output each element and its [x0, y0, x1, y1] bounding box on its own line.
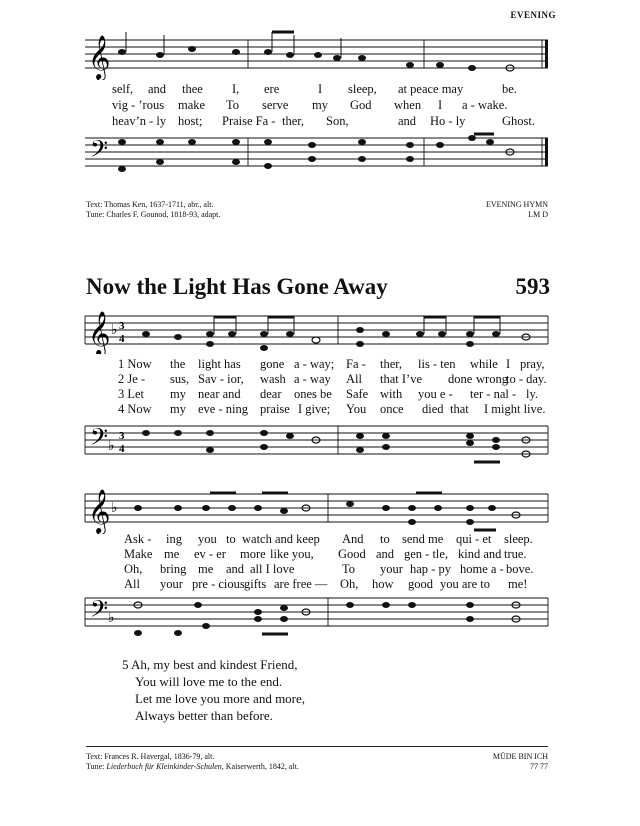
- lyric-syllable: gone: [260, 357, 285, 371]
- lyric-syllable: me: [164, 547, 180, 561]
- lyric-syllable: sus,: [170, 372, 190, 386]
- lyric-syllable: praise: [260, 402, 290, 416]
- lyric-syllable: All: [346, 372, 362, 386]
- stanza-5: [122, 656, 305, 724]
- svg-text:♭: ♭: [108, 438, 115, 454]
- lyric-syllable: To: [226, 98, 240, 112]
- bass-staff-1: [0, 412, 640, 468]
- lyric-syllable: 4 Now: [118, 402, 152, 416]
- prev-credit-text: Text: Thomas Ken, 1637-1711, abr., alt.: [86, 200, 214, 209]
- svg-text:4: 4: [119, 333, 125, 345]
- lyric-syllable: when: [394, 98, 422, 112]
- svg-text:𝄞: 𝄞: [88, 35, 111, 79]
- lyric-syllable: kind and: [458, 547, 502, 561]
- divider: [86, 746, 548, 747]
- lyric-syllable: Sav - ior,: [198, 372, 244, 386]
- treble-staff-2: [0, 484, 640, 534]
- lyric-syllable: sleep,: [348, 82, 377, 96]
- lyric-syllable: all I love: [250, 562, 295, 576]
- lyric-syllable: me: [198, 562, 214, 576]
- lyric-syllable: serve: [262, 98, 289, 112]
- lyric-syllable: a - way: [294, 372, 331, 386]
- lyric-syllable: my: [312, 98, 328, 112]
- lyric-syllable: ther,: [380, 357, 403, 371]
- lyric-syllable: All: [124, 577, 140, 591]
- lyric-syllable: are free —: [274, 577, 328, 591]
- svg-text:3: 3: [119, 320, 125, 332]
- lyric-syllable: a - way;: [294, 357, 335, 371]
- lyric-syllable: that: [450, 402, 469, 416]
- credit-text: Text: Frances R. Havergal, 1836-79, alt.: [86, 752, 215, 761]
- lyric-syllable: at peace may: [398, 82, 464, 96]
- hymn-number: 593: [515, 274, 550, 299]
- tune-name: MÜDE BIN ICH: [492, 752, 548, 761]
- lyric-syllable: 1 Now: [118, 357, 152, 371]
- lyric-syllable: true.: [504, 547, 527, 561]
- stanza-5-line: Let me love you more and more,: [135, 691, 306, 706]
- lyric-syllable: gen - tle,: [404, 547, 449, 561]
- lyric-syllable: my: [170, 402, 186, 416]
- lyric-syllable: my: [170, 387, 186, 401]
- lyric-syllable: more: [240, 547, 266, 561]
- lyric-syllable: self,: [112, 82, 134, 96]
- lyric-syllable: Safe: [346, 387, 369, 401]
- lyric-syllable: I,: [232, 82, 240, 96]
- lyric-syllable: ones be: [294, 387, 332, 401]
- svg-text:𝄢: 𝄢: [90, 135, 109, 168]
- hymn-title: Now the Light Has Gone Away: [86, 274, 388, 299]
- svg-text:♭: ♭: [111, 322, 118, 338]
- prev-credit-tune: Tune: Charles F. Gounod, 1818-93, adapt.: [86, 210, 221, 219]
- lyric-syllable: and: [398, 114, 417, 128]
- lyric-syllable: while: [470, 357, 498, 371]
- lyric-syllable: and: [226, 562, 245, 576]
- lyric-syllable: I: [506, 357, 511, 371]
- lyric-syllable: with: [380, 387, 403, 401]
- lyric-syllable: bove.: [506, 562, 534, 576]
- prev-tune-name: EVENING HYMN: [486, 200, 548, 209]
- lyric-syllable: your: [160, 577, 183, 591]
- lyric-syllable: And: [342, 532, 364, 546]
- bass-staff-2: [0, 586, 640, 642]
- svg-text:𝄢: 𝄢: [90, 595, 109, 628]
- svg-text:4: 4: [119, 443, 125, 455]
- lyric-syllable: good: [408, 577, 433, 591]
- section-header: EVENING: [510, 10, 556, 20]
- lyric-syllable: watch and keep: [242, 532, 320, 546]
- lyric-syllable: ther,: [282, 114, 305, 128]
- meter: 77 77: [530, 762, 548, 771]
- lyric-syllable: 3 Let: [118, 387, 145, 401]
- lyric-syllable: dear: [260, 387, 282, 401]
- lyric-syllable: I: [438, 98, 443, 112]
- prev-meter: LM D: [528, 210, 548, 219]
- lyric-syllable: thee: [182, 82, 203, 96]
- lyric-syllable: that I’ve: [380, 372, 422, 386]
- lyric-syllable: light has: [198, 357, 241, 371]
- lyric-syllable: ere: [264, 82, 280, 96]
- lyric-syllable: near and: [198, 387, 241, 401]
- lyric-syllable: your: [380, 562, 403, 576]
- lyric-syllable: Make: [124, 547, 153, 561]
- lyric-syllable: Praise Fa -: [222, 114, 276, 128]
- lyric-syllable: Oh,: [340, 577, 359, 591]
- lyric-syllable: once: [380, 402, 404, 416]
- lyric-syllable: Son,: [326, 114, 349, 128]
- lyric-syllable: Good: [338, 547, 366, 561]
- lyric-syllable: me!: [508, 577, 528, 591]
- lyric-syllable: ly.: [526, 387, 539, 401]
- svg-text:𝄞: 𝄞: [88, 311, 111, 354]
- lyric-syllable: qui - et: [456, 532, 492, 546]
- lyric-syllable: sleep.: [504, 532, 533, 546]
- lyric-syllable: to: [380, 532, 390, 546]
- lyric-syllable: and: [148, 82, 167, 96]
- lyric-syllable: bring: [160, 562, 187, 576]
- bass-staff-prev: [0, 128, 640, 178]
- lyric-syllable: gifts: [244, 577, 267, 591]
- lyric-syllable: To: [342, 562, 356, 576]
- treble-staff-prev: [0, 30, 640, 80]
- credit-tune: Tune: Liederbuch für Kleinkinder-Schulen, Kaiserwerth, 1842, alt.: [86, 762, 299, 771]
- lyric-syllable: heav’n - ly: [112, 114, 167, 128]
- lyric-syllable: the: [170, 357, 186, 371]
- lyric-syllable: wrong: [476, 372, 508, 386]
- lyric-syllable: host;: [178, 114, 203, 128]
- svg-text:♭: ♭: [111, 500, 118, 516]
- lyric-syllable: and: [376, 547, 395, 561]
- svg-text:𝄢: 𝄢: [90, 423, 109, 456]
- lyric-syllable: I: [318, 82, 323, 96]
- lyric-syllable: be.: [502, 82, 517, 96]
- lyric-syllable: make: [178, 98, 206, 112]
- treble-staff-1: [0, 304, 640, 354]
- lyric-syllable: 2 Je -: [118, 372, 146, 386]
- lyric-syllable: Ho - ly: [430, 114, 466, 128]
- lyric-syllable: how: [372, 577, 394, 591]
- lyric-syllable: ter - nal -: [470, 387, 517, 401]
- lyric-syllable: wash: [260, 372, 286, 386]
- lyric-syllable: pray,: [520, 357, 545, 371]
- lyric-syllable: you: [198, 532, 217, 546]
- lyric-syllable: you e -: [418, 387, 453, 401]
- svg-text:3: 3: [119, 430, 125, 442]
- lyric-syllable: I give;: [298, 402, 331, 416]
- lyric-syllable: God: [350, 98, 372, 112]
- lyric-syllable: vig - ’rous: [112, 98, 165, 112]
- lyric-syllable: You: [346, 402, 367, 416]
- stanza-5-line: Always better than before.: [135, 708, 273, 723]
- lyric-syllable: to: [226, 532, 236, 546]
- lyric-syllable: Fa -: [346, 357, 366, 371]
- lyric-syllable: like you,: [270, 547, 314, 561]
- stanza-5-line: 5 Ah, my best and kindest Friend,: [122, 657, 298, 672]
- lyric-syllable: send me: [402, 532, 444, 546]
- lyric-syllable: done: [448, 372, 473, 386]
- lyric-syllable: lis - ten: [418, 357, 456, 371]
- lyric-syllable: I might live.: [484, 402, 546, 416]
- lyric-syllable: to - day.: [506, 372, 547, 386]
- lyric-syllable: died: [422, 402, 444, 416]
- lyric-syllable: hap - py: [410, 562, 451, 576]
- svg-text:♭: ♭: [108, 610, 115, 626]
- lyric-syllable: ing: [166, 532, 182, 546]
- lyric-syllable: Ask -: [124, 532, 152, 546]
- svg-text:𝄞: 𝄞: [88, 489, 111, 533]
- lyric-syllable: Oh,: [124, 562, 143, 576]
- lyric-syllable: pre - cious: [192, 577, 245, 591]
- lyric-syllable: you are to: [440, 577, 490, 591]
- lyric-syllable: Ghost.: [502, 114, 535, 128]
- lyric-syllable: home a -: [460, 562, 504, 576]
- stanza-5-line: You will love me to the end.: [135, 674, 283, 689]
- lyric-syllable: eve - ning: [198, 402, 248, 416]
- lyric-syllable: ev - er: [194, 547, 226, 561]
- lyric-syllable: a - wake.: [462, 98, 508, 112]
